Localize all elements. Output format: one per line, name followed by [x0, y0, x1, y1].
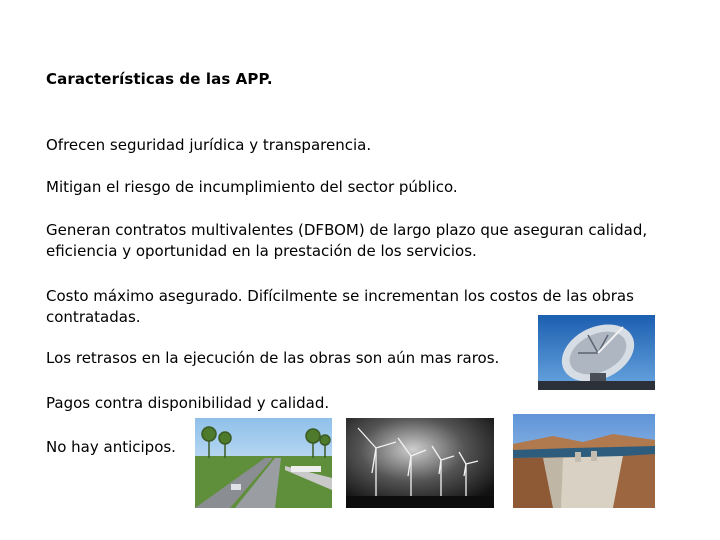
bullet-3: Generan contratos multivalentes (DFBOM) de largo plazo que aseguran calidad, eficiencia y oportunidad en la prestación de los servicios. — [46, 221, 648, 260]
bullet-5: Los retrasos en la ejecución de las obras son aún mas raros. — [46, 349, 500, 367]
bullet-7: No hay anticipos. — [46, 438, 176, 456]
bullet-4: Costo máximo asegurado. Difícilmente se incrementan los costos de las obras contratadas. — [46, 287, 634, 326]
bullet-2: Mitigan el riesgo de incumplimiento del sector público. — [46, 178, 458, 196]
satellite-dish-photo — [538, 315, 655, 390]
highway-train-photo — [195, 418, 332, 508]
bullet-1: Ofrecen seguridad jurídica y transparencia. — [46, 136, 372, 154]
dam-photo — [513, 414, 655, 508]
slide-title: Características de las APP. — [46, 70, 273, 88]
wind-turbines-photo — [346, 418, 494, 508]
bullet-6: Pagos contra disponibilidad y calidad. — [46, 394, 330, 412]
